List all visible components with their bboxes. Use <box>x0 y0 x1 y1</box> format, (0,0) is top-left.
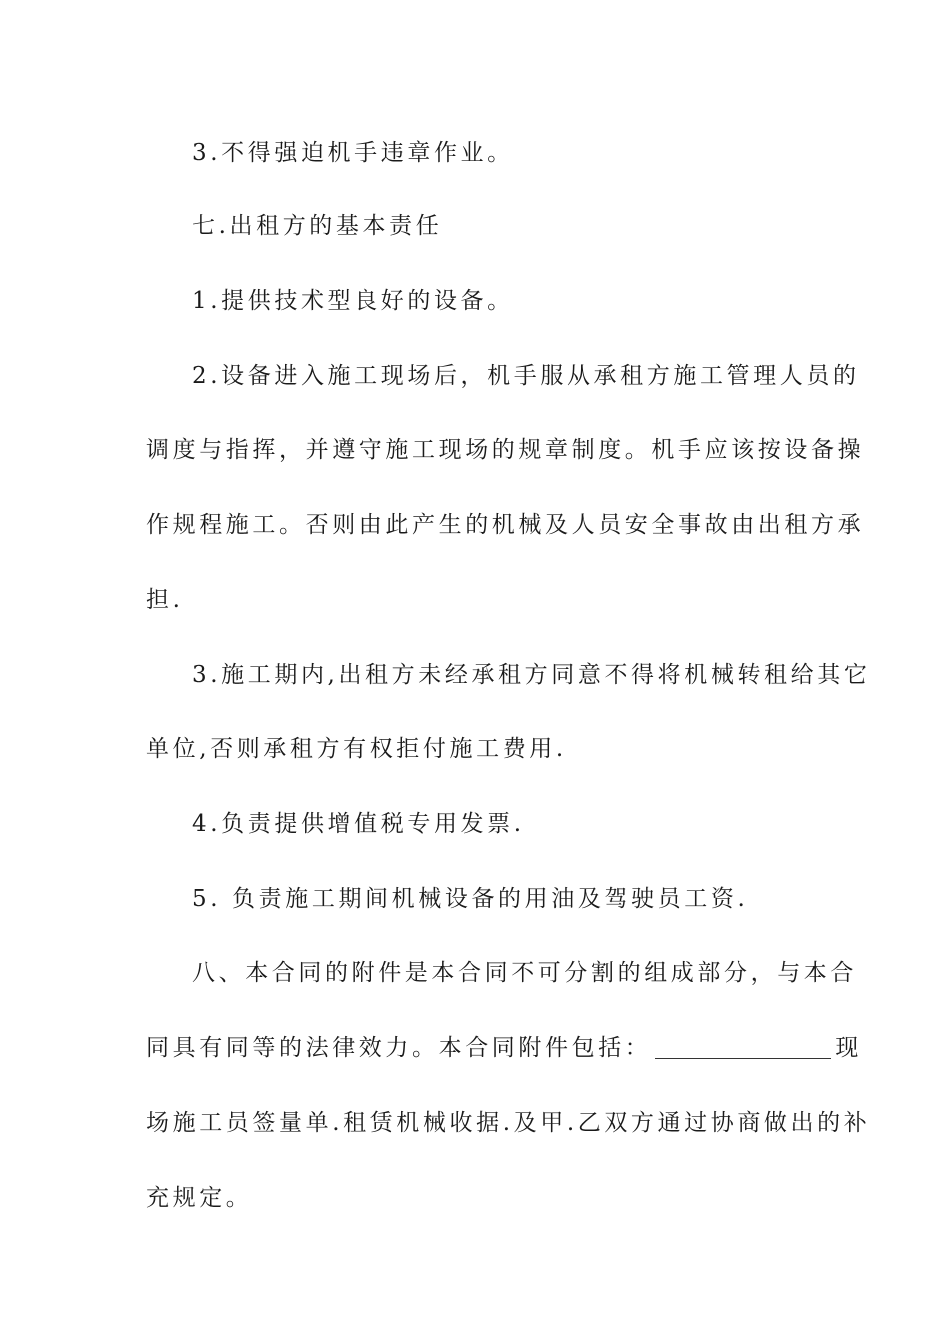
clause-7-item-2-line-1: 2.设备进入施工现场后，机手服从承租方施工管理人员的 <box>192 363 860 389</box>
section-8-line-2 <box>146 1028 863 1068</box>
section-8-line-2-text: 同具有同等的法律效力。本合同附件包括： <box>146 1035 652 1061</box>
clause-7-item-2-line-2: 调度与指挥，并遵守施工现场的规章制度。机手应该按设备操 <box>146 437 865 463</box>
clause-7-item-4: 4.负责提供增值税专用发票. <box>192 811 525 837</box>
attachment-blank-line <box>655 1036 831 1059</box>
clause-7-item-2-line-3: 作规程施工。否则由此产生的机械及人员安全事故由出租方承 <box>146 512 865 538</box>
clause-7-item-3-line-2: 单位,否则承租方有权拒付施工费用. <box>146 736 567 762</box>
section-8-line-4: 充规定。 <box>146 1185 253 1211</box>
clause-7-item-3-line-1: 3.施工期内,出租方未经承租方同意不得将机械转租给其它 <box>192 662 871 688</box>
clause-7-item-5: 5. 负责施工期间机械设备的用油及驾驶员工资. <box>192 886 749 912</box>
section-8-line-1: 八、本合同的附件是本合同不可分割的组成部分，与本合 <box>192 960 857 986</box>
clause-6-item-3: 3.不得强迫机手违章作业。 <box>192 140 514 166</box>
section-7-heading: 七.出租方的基本责任 <box>192 213 443 239</box>
clause-7-item-2-line-4: 担. <box>146 587 184 613</box>
section-8-line-3: 场施工员签量单.租赁机械收据.及甲.乙双方通过协商做出的补 <box>146 1110 871 1136</box>
clause-7-item-1: 1.提供技术型良好的设备。 <box>192 288 514 314</box>
section-8-line-2-tail: 现 <box>835 1035 863 1061</box>
